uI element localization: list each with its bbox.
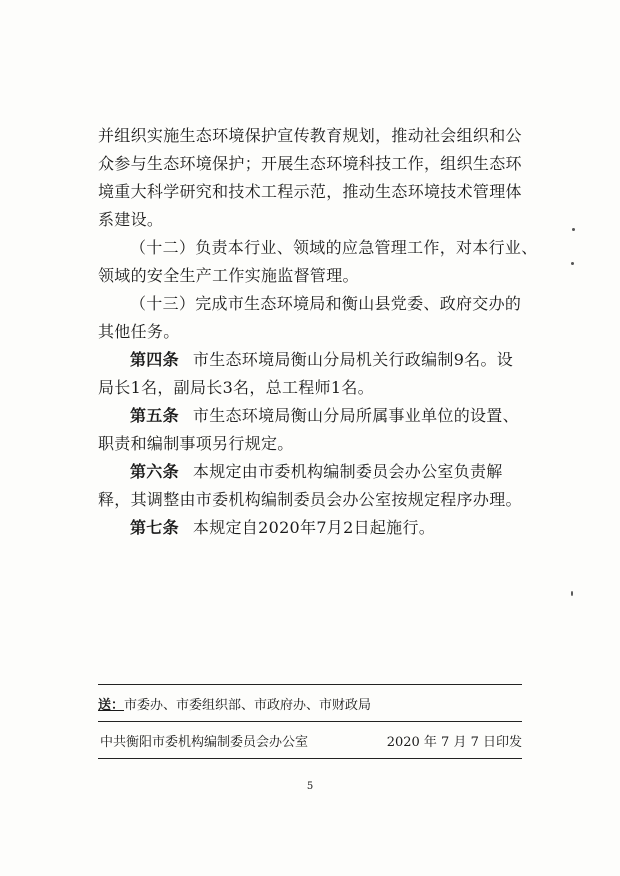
article-heading: 第五条 (130, 406, 179, 425)
text-line: 职责和编制事项另行规定。 (98, 434, 294, 453)
text-line: 并组织实施生态环境保护宣传教育规划，推动社会组织和公 (98, 126, 522, 145)
distribution-line (98, 694, 371, 713)
text-line: 本规定自2020年7月2日起施行。 (192, 518, 436, 537)
paragraph-continuation (98, 122, 530, 234)
text-line: 众参与生态环境保护；开展生态环境科技工作，组织生态环 (98, 154, 522, 173)
text-line: 其他任务。 (98, 322, 180, 341)
article-7 (98, 514, 530, 542)
text-line: 本规定由市委机构编制委员会办公室负责解 (192, 462, 503, 481)
text-line: 领域的安全生产工作实施监督管理。 (98, 266, 359, 285)
page-number: 5 (306, 781, 314, 792)
footer-rule-bottom (98, 758, 522, 759)
text-line: 市生态环境局衡山分局机关行政编制9名。设 (192, 350, 514, 369)
distribution-recipients: 市委办、市委组织部、市政府办、市财政局 (124, 698, 372, 713)
text-line: 释，其调整由市委机构编制委员会办公室按规定程序办理。 (98, 490, 522, 509)
article-6 (98, 458, 530, 514)
scan-speck (572, 228, 575, 231)
article-4 (98, 346, 530, 402)
footer-rule-middle (98, 721, 522, 722)
text-line: 市生态环境局衡山分局所属事业单位的设置、 (192, 406, 519, 425)
paragraph-item-12 (98, 234, 538, 290)
issuer-name: 中共衡阳市委机构编制委员会办公室 (100, 735, 309, 750)
article-5 (98, 402, 530, 458)
article-heading: 第六条 (130, 462, 179, 481)
distribution-label: 送： (98, 698, 125, 713)
text-line: 系建设。 (98, 210, 164, 229)
document-body (98, 122, 538, 542)
footer-rule-top (98, 684, 522, 685)
text-line: （十三）完成市生态环境局和衡山县党委、政府交办的 (130, 294, 522, 313)
text-line: 境重大科学研究和技术工程示范，推动生态环境技术管理体 (98, 182, 522, 201)
text-line: 局长1名，副局长3名，总工程师1名。 (98, 378, 374, 397)
paragraph-item-13 (98, 290, 530, 346)
article-heading: 第四条 (130, 350, 179, 369)
issue-date: 2020 年 7 月 7 日印发 (386, 735, 522, 750)
text-line: （十二）负责本行业、领域的应急管理工作，对本行业、 (130, 238, 538, 257)
scan-speck (571, 262, 574, 265)
article-heading: 第七条 (130, 518, 179, 537)
scan-speck (571, 591, 573, 596)
